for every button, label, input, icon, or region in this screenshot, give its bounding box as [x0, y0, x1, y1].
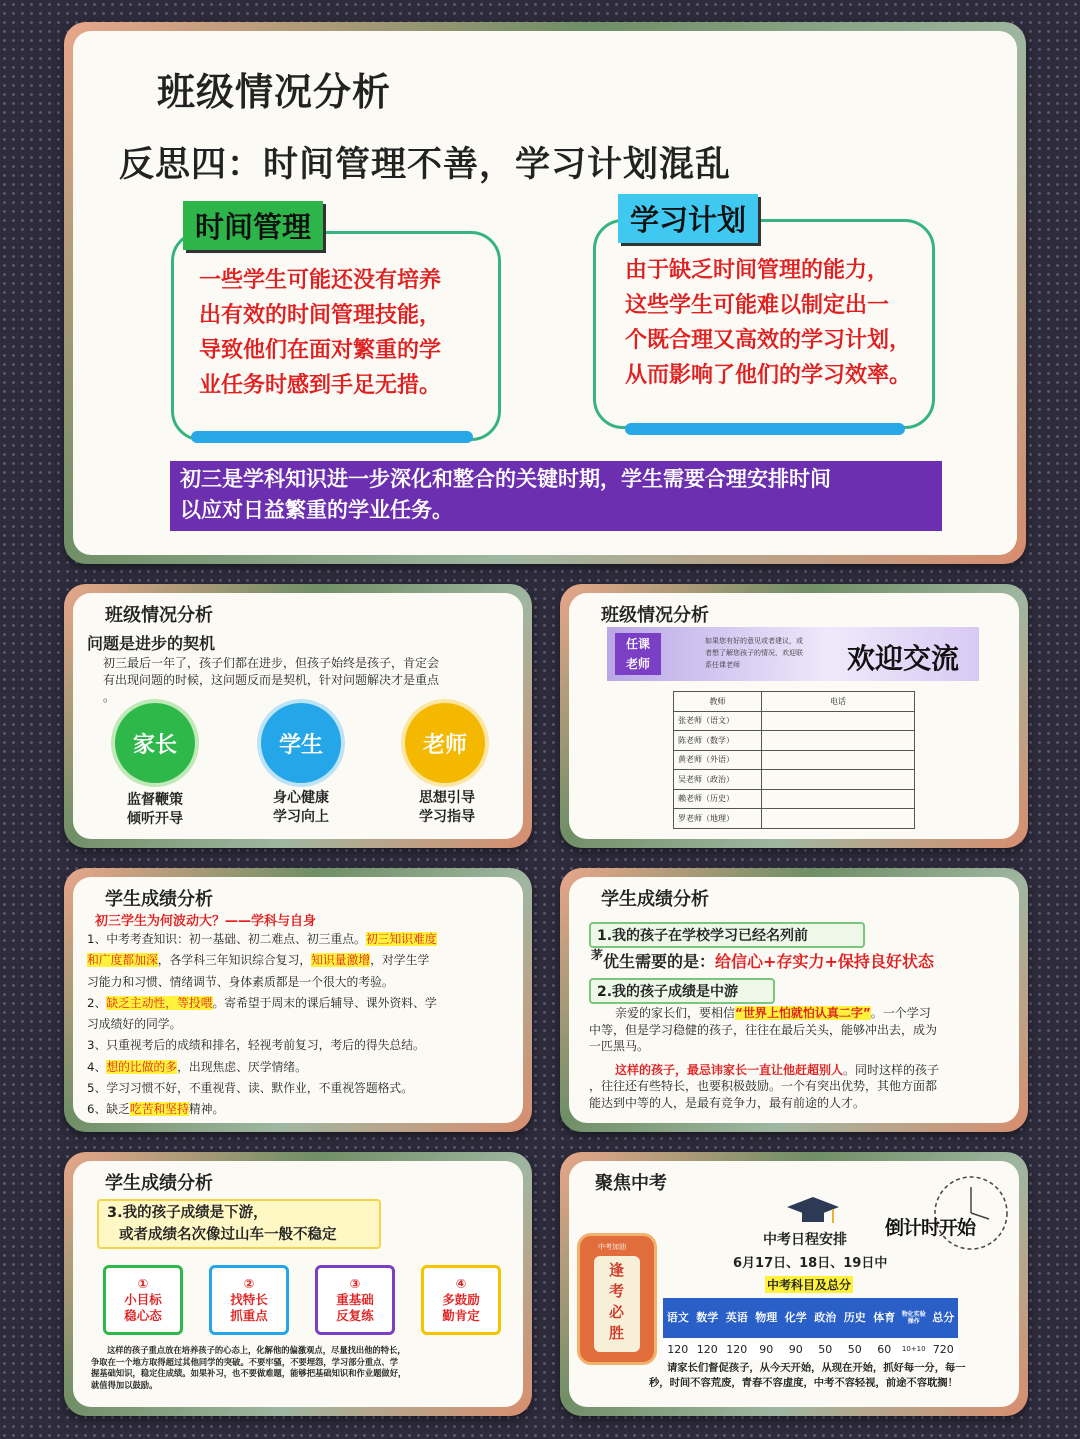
text-line: 5、学习习惯不好，不重视背、读、默作业，不重视答题格式。	[87, 1081, 414, 1096]
slide-heading: 问题是进步的契机	[87, 634, 216, 653]
table-header	[674, 692, 915, 712]
score-cell: 90	[752, 1338, 782, 1360]
teacher-cell: 吴老师（政治）	[674, 770, 762, 790]
note-line: 者想了解您孩子的情况，欢迎联	[705, 649, 803, 657]
slide-problem-opportunity	[64, 584, 532, 848]
text-run: 2、	[87, 995, 107, 1010]
subject-cell: 历史	[840, 1298, 870, 1338]
slide-exam-focus	[560, 1152, 1028, 1416]
teacher-badge	[615, 633, 661, 675]
student-role-label	[251, 789, 351, 827]
paragraph	[103, 655, 439, 706]
text-run: 优生需要的是：	[603, 952, 716, 971]
score-cell: 50	[811, 1338, 841, 1360]
ribbon-line: 抓重点	[230, 1308, 268, 1323]
highlight: “世界上怕就怕认真二字”	[735, 1006, 871, 1020]
ribbon-strengths	[209, 1265, 289, 1335]
text-line: 。	[103, 690, 116, 704]
text-run: 4、	[87, 1059, 107, 1074]
teacher-phone-table	[673, 691, 915, 829]
ribbon-number: ③	[349, 1276, 361, 1291]
text-line: 争取在一个地方取得超过其他同学的突破。不要牢骚，不要埋怨，学习部分重点、学	[91, 1356, 398, 1367]
teacher-role-label	[397, 789, 497, 827]
text-line: 从而影响了他们的学习效率。	[625, 363, 912, 388]
text-line	[87, 1057, 517, 1078]
teacher-cell: 罗老师（地理）	[674, 809, 762, 829]
text-line: 能达到中等的人，是最有竞争力，最有前途的人才。	[589, 1095, 866, 1110]
subject-cell: 英语	[722, 1298, 752, 1338]
highlight: 想的比做的多	[106, 1059, 178, 1074]
role-line: 学习指导	[419, 809, 475, 825]
summary-banner	[170, 461, 942, 531]
text-line: 习能力和习惯、情绪调节、身体素质都是一个很大的考验。	[87, 974, 394, 989]
graduation-cap-icon	[783, 1191, 843, 1231]
ribbon-small-goal	[103, 1265, 183, 1335]
text-run: 1、中考考查知识：初一基础、初二难点、初三重点。	[87, 932, 366, 946]
welcome-text: 欢迎交流	[847, 642, 960, 675]
phone-cell[interactable]	[762, 789, 915, 809]
text-line: 初三最后一年了，孩子们都在进步，但孩子始终是孩子，肯定会	[103, 656, 440, 670]
text-line: 握基础知识，稳定住成绩。如果补习，也不要做难题，能够把基础知识和作业题做好，	[91, 1368, 407, 1378]
ribbon-number: ①	[137, 1276, 149, 1291]
summary-line: 初三是学科知识进一步深化和整合的关键时期，学生需要合理安排时间	[180, 467, 831, 491]
student-circle: 学生	[261, 703, 341, 783]
text-line: 导致他们在面对繁重的学	[199, 338, 442, 363]
badge-line: 任课	[625, 637, 650, 651]
ribbon-line: 重基础	[336, 1292, 374, 1307]
study-plan-tag: 学习计划	[618, 194, 758, 243]
text-line: 这样的孩子重点放在培养孩子的心态上，化解他的偏激观点，尽量找出他的特长，	[107, 1345, 406, 1355]
highlight: 缺乏主动性，等投喂	[106, 995, 213, 1010]
ribbon-line: 找特长	[230, 1292, 268, 1307]
slide-low-students	[64, 1152, 532, 1416]
slide-title: 班级情况分析	[105, 605, 213, 626]
table-row	[674, 809, 915, 829]
ribbon-line: 小目标	[124, 1292, 162, 1307]
slide-inner	[73, 31, 1017, 555]
teacher-cell: 陈老师（数学）	[674, 731, 762, 751]
ribbon-line: 反复练	[336, 1308, 374, 1323]
score-cell: 90	[781, 1338, 811, 1360]
slide-inner	[73, 877, 523, 1123]
text-line: 习成绩好的同学。	[87, 1017, 182, 1032]
ribbon-basics	[315, 1265, 395, 1335]
note-line: 系任课老师	[705, 661, 740, 669]
text-run: ，对学生学	[370, 953, 430, 968]
slide-title: 班级情况分析	[601, 605, 709, 626]
page-title: 班级情况分析	[157, 70, 392, 114]
slide-inner	[569, 593, 1019, 839]
phone-cell[interactable]	[762, 731, 915, 751]
top-students-line	[591, 949, 934, 972]
ribbon-line: 勤肯定	[442, 1308, 480, 1323]
subject-cell: 语文	[663, 1298, 693, 1338]
countdown-title: 倒计时开始	[885, 1217, 976, 1239]
box-line: 或者成绩名次像过山车一般不稳定	[119, 1227, 337, 1243]
text-run: 茅	[591, 948, 604, 962]
scores-row	[663, 1338, 958, 1360]
schedule-title: 中考日程安排	[763, 1232, 847, 1248]
text-line	[87, 1099, 517, 1120]
parent-role-label	[105, 791, 205, 829]
page-subtitle: 反思四：时间管理不善，学习计划混乱	[119, 145, 732, 185]
phone-cell[interactable]	[762, 750, 915, 770]
middle-students-pill: 2.我的孩子成绩是中游	[589, 978, 775, 1004]
text-line: 就值得加以鼓励。	[91, 1379, 158, 1390]
text-line	[589, 1005, 1009, 1022]
subject-cell: 物理	[752, 1298, 782, 1338]
score-cell: 50	[840, 1338, 870, 1360]
text-run: ，各学科三年知识综合复习，	[157, 953, 312, 968]
teacher-cell: 张老师（语文）	[674, 711, 762, 731]
teacher-circle: 老师	[405, 703, 485, 783]
text-run: ，出现焦虑、厌学情绪。	[177, 1059, 307, 1074]
highlight: 初三知识难度	[365, 932, 437, 946]
text-line: 请家长们督促孩子，从今天开始，从现在开始，抓好每一分，每一	[667, 1362, 966, 1374]
blue-bar	[191, 431, 473, 443]
highlight: 和广度都加深	[87, 953, 158, 968]
reasons-list	[87, 929, 517, 1121]
summary-line: 以应对日益繁重的学业任务。	[180, 498, 453, 522]
slide-title: 学生成绩分析	[601, 889, 709, 910]
ribbon-line: 多鼓励	[442, 1292, 480, 1307]
table-row	[674, 770, 915, 790]
blue-bar	[625, 423, 905, 435]
note-line: 如果您有好的意见或者建议，或	[705, 637, 803, 645]
text-run: 。同时这样的孩子	[843, 1062, 940, 1077]
score-cell: 720	[929, 1338, 959, 1360]
slide-fluctuation-reasons	[64, 868, 532, 1132]
score-cell: 120	[663, 1338, 693, 1360]
text-line: 个既合理又高效的学习计划，	[625, 328, 912, 353]
text-run: 这样的孩子，最忌讳家长一直让他赶超别人	[615, 1062, 844, 1077]
slide-title: 聚焦中考	[595, 1173, 667, 1194]
slide-heading: 初三学生为何波动大？——学科与自身	[95, 914, 317, 929]
slide-title: 学生成绩分析	[105, 889, 213, 910]
exam-dates: 6月17日、18日、19日中	[733, 1256, 888, 1271]
slide-inner	[569, 877, 1019, 1123]
text-run: 6、缺乏	[87, 1102, 130, 1117]
phone-cell[interactable]	[762, 711, 915, 731]
subject-cell: 化学	[781, 1298, 811, 1338]
role-line: 监督鞭策	[127, 792, 183, 808]
top-students-pill: 1.我的孩子在学校学习已经名列前	[589, 922, 865, 948]
subject-cell: 政治	[811, 1298, 841, 1338]
teacher-cell: 赖老师（历史）	[674, 789, 762, 809]
table-header-cell: 电话	[762, 692, 915, 712]
slide-top-middle-students	[560, 868, 1028, 1132]
table-header-cell: 教师	[674, 692, 762, 712]
ribbon-number: ②	[243, 1276, 255, 1291]
badge-line: 老师	[625, 657, 650, 671]
text-line: 中等，但是学习稳健的孩子，往往在最后关头，能够冲出去，成为	[589, 1022, 938, 1037]
table-row	[674, 711, 915, 731]
text-line: 由于缺乏时间管理的能力，	[625, 258, 890, 283]
score-cell: 120	[693, 1338, 723, 1360]
table-row	[674, 750, 915, 770]
exam-subjects-table	[663, 1298, 958, 1360]
text-line: ，往往还有些特长，也要积极鼓励。一个有突出优势，其他方面都	[589, 1079, 938, 1093]
ribbon-line: 稳心态	[124, 1308, 162, 1323]
text-line: 这些学生可能难以制定出一	[625, 293, 890, 318]
text-line	[589, 1062, 1009, 1079]
text-line: 业任务时感到手足无措。	[199, 373, 442, 398]
text-run: 亲爱的家长们，要相信	[615, 1006, 736, 1020]
text-run: 。一个学习	[870, 1006, 931, 1020]
score-cell: 10+10	[899, 1338, 929, 1360]
text-line: 一匹黑马。	[589, 1039, 650, 1053]
subject-cell: 总分	[929, 1298, 959, 1338]
text-line	[87, 929, 517, 950]
slide-time-management	[64, 22, 1026, 564]
table-row	[674, 731, 915, 751]
text-line	[87, 950, 517, 971]
low-students-para	[91, 1345, 511, 1391]
slide-inner	[73, 593, 523, 839]
slide-title: 学生成绩分析	[105, 1173, 213, 1194]
subject-cell: 物化实验操作	[899, 1298, 929, 1338]
text-line: 一些学生可能还没有培养	[199, 268, 442, 293]
study-plan-text	[625, 253, 911, 393]
subject-cell: 体育	[870, 1298, 900, 1338]
ribbon-number: ④	[455, 1276, 467, 1291]
time-management-text	[199, 263, 441, 403]
subjects-row	[663, 1298, 958, 1338]
phone-cell[interactable]	[762, 809, 915, 829]
text-line: 秒，时间不容荒废，青春不容虚度，中考不容轻视，前途不容耽搁！	[649, 1377, 958, 1389]
slide-inner	[73, 1161, 523, 1407]
text-run: 给信心+存实力+保持良好状态	[715, 952, 934, 971]
box-line: 3.我的孩子成绩是下游，	[107, 1205, 268, 1221]
exam-note	[649, 1361, 966, 1391]
table-row	[674, 789, 915, 809]
teacher-cell: 黄老师（外语）	[674, 750, 762, 770]
low-students-box	[97, 1199, 381, 1249]
text-line: 3、只重视考后的成绩和排名，轻视考前复习，考后的得失总结。	[87, 1038, 425, 1053]
scroll-text: 逢考必胜	[609, 1261, 625, 1342]
good-luck-scroll	[577, 1233, 657, 1365]
role-line: 倾听开导	[127, 811, 183, 827]
phone-cell[interactable]	[762, 770, 915, 790]
role-line: 身心健康	[273, 790, 329, 806]
slide-inner	[569, 1161, 1019, 1407]
highlight: 吃苦和坚持	[129, 1102, 189, 1117]
highlight: 知识量激增	[311, 953, 371, 968]
contact-note	[705, 635, 803, 671]
parent-circle: 家长	[115, 703, 195, 783]
slide-teacher-contacts	[560, 584, 1028, 848]
score-cell: 60	[870, 1338, 900, 1360]
role-line: 思想引导	[419, 790, 475, 806]
text-run: 精神。	[188, 1102, 225, 1117]
text-line: 有出现问题的时候，这问题反而是契机，针对问题解决才是重点	[103, 673, 440, 687]
scroll-top-text: 中考加油	[598, 1243, 626, 1251]
text-line	[87, 993, 517, 1014]
text-line: 出有效的时间管理技能，	[199, 303, 442, 328]
role-line: 学习向上	[273, 809, 329, 825]
subject-cell: 数学	[693, 1298, 723, 1338]
text-run: 。寄希望于周末的课后辅导、课外资料、学	[212, 995, 437, 1010]
middle-students-para	[589, 1005, 1009, 1111]
subjects-title: 中考科目及总分	[767, 1278, 852, 1292]
score-cell: 120	[722, 1338, 752, 1360]
ribbon-encourage	[421, 1265, 501, 1335]
time-management-tag: 时间管理	[183, 201, 323, 250]
